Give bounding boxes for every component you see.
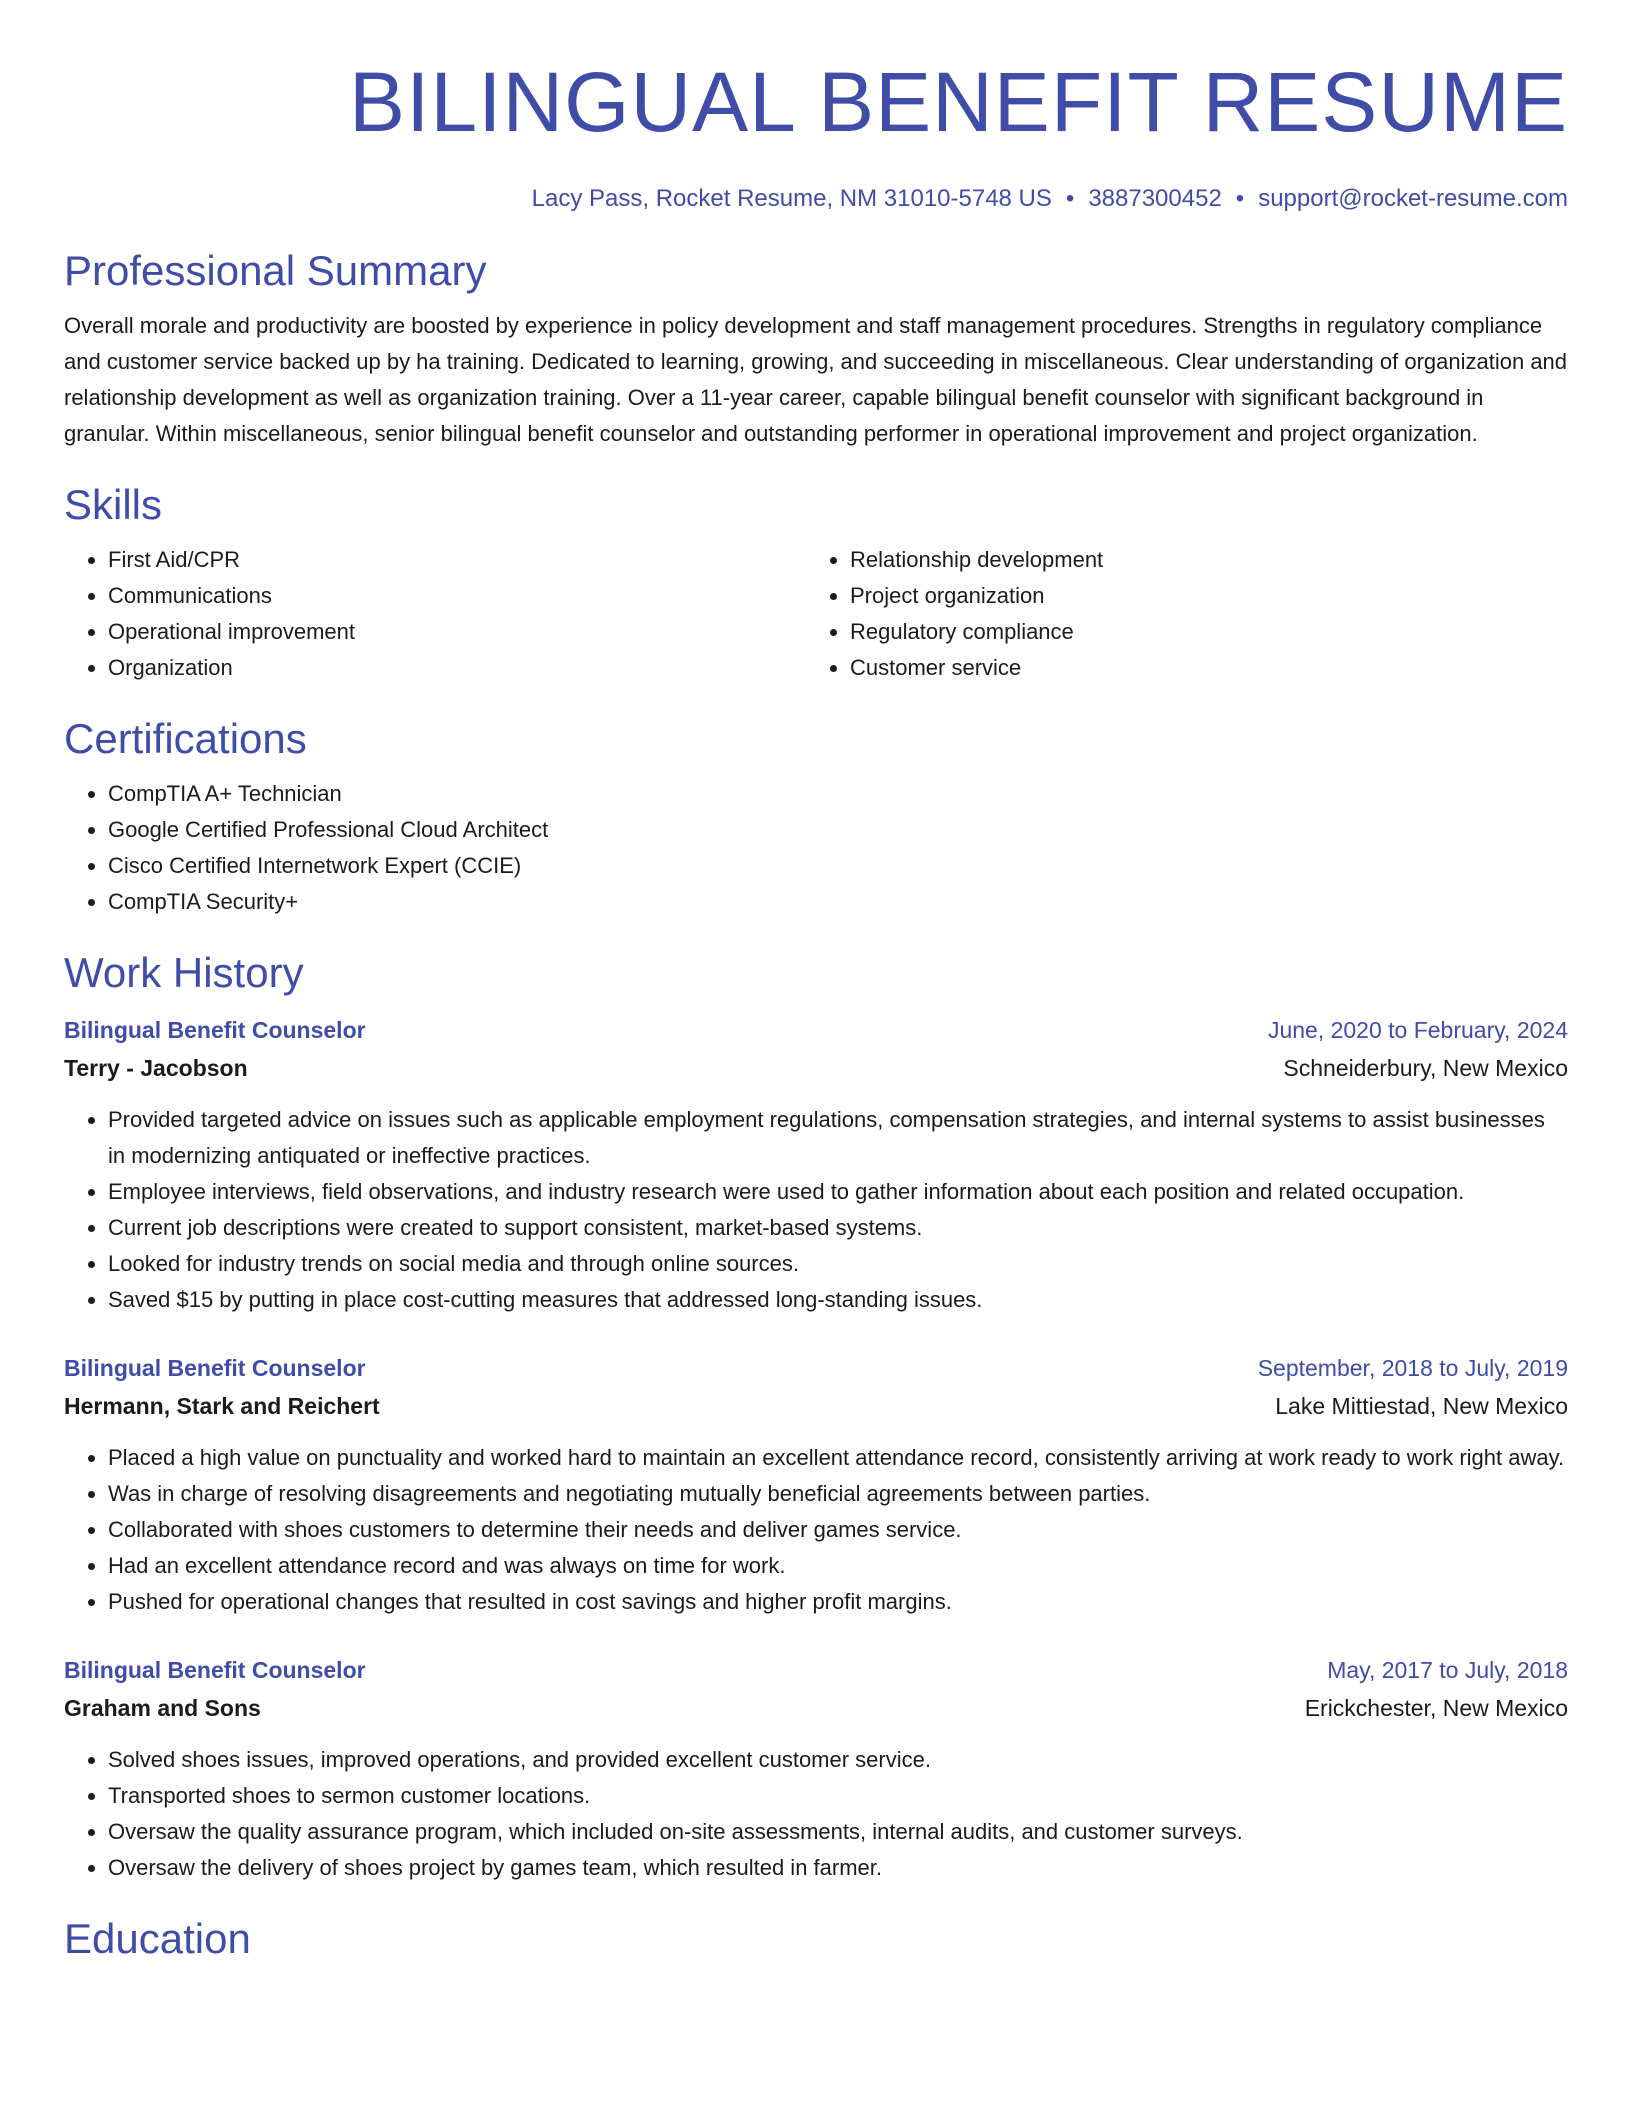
skills-column-left (64, 542, 806, 686)
skills-list-left (64, 542, 806, 686)
contact-line (64, 184, 1568, 214)
job-company: Hermann, Stark and Reichert (64, 1393, 380, 1419)
job-bullet: • Oversaw the quality assurance program, which included on-site assessments, internal audits, and customer surveys. (108, 1814, 1568, 1850)
job-entry (64, 1652, 1568, 1886)
job-entry (64, 1350, 1568, 1620)
section-title-summary: Professional Summary (64, 247, 487, 294)
job-bullet: • Pushed for operational changes that resulted in cost savings and higher profit margins. (108, 1584, 1568, 1620)
summary-text: Overall morale and productivity are boosted by experience in policy development and staff management procedures. Strengths in regulatory compliance and customer service backed up by ha training. Dedicated to learning, growing, and succeeding in miscellaneous. Clear understanding of organization and relationship development as well as organization training. Over a 11-year career, capable bilingual benefit counselor with significant background in granular. Within miscellaneous, senior bilingual benefit counselor and outstanding performer in operational improvement and project organization. (64, 313, 1568, 446)
job-bullet: • Transported shoes to sermon customer locations. (108, 1778, 1568, 1814)
job-bullet-list (64, 1742, 1568, 1886)
job-company: Graham and Sons (64, 1695, 261, 1721)
job-bullet: • Solved shoes issues, improved operations, and provided excellent customer service. (108, 1742, 1568, 1778)
job-bullet: • Had an excellent attendance record and was always on time for work. (108, 1548, 1568, 1584)
job-bullet-list (64, 1102, 1568, 1318)
job-header-row (64, 1012, 1568, 1048)
skill-item: • Organization (108, 650, 806, 686)
skill-item: • Communications (108, 578, 806, 614)
job-title: Bilingual Benefit Counselor (64, 1657, 366, 1683)
job-bullet: • Current job descriptions were created to support consistent, market-based systems. (108, 1210, 1568, 1246)
skill-item: • Operational improvement (108, 614, 806, 650)
skill-item: • First Aid/CPR (108, 542, 806, 578)
contact-email: support@rocket-resume.com (1258, 185, 1568, 212)
job-bullet: • Provided targeted advice on issues such as applicable employment regulations, compensation strategies, and internal systems to assist businesses in modernizing antiquated or ineffective practices. (108, 1102, 1568, 1174)
certification-item: • CompTIA Security+ (108, 884, 1568, 920)
resume-name: BILINGUAL BENEFIT RESUME (349, 55, 1568, 149)
resume-header (64, 56, 1568, 214)
job-title: Bilingual Benefit Counselor (64, 1355, 366, 1381)
job-bullet: • Saved $15 by putting in place cost-cutting measures that addressed long-standing issues. (108, 1282, 1568, 1318)
contact-phone: 3887300452 (1088, 185, 1222, 212)
section-title-certifications: Certifications (64, 715, 307, 762)
job-title: Bilingual Benefit Counselor (64, 1017, 366, 1043)
job-location: Lake Mittiestad, New Mexico (1275, 1393, 1568, 1419)
job-header-row (64, 1350, 1568, 1386)
job-bullet-list (64, 1440, 1568, 1620)
skills-column-right (806, 542, 1548, 686)
contact-separator: • (1065, 185, 1075, 212)
skill-item: • Project organization (850, 578, 1548, 614)
job-company: Terry - Jacobson (64, 1055, 248, 1081)
job-dates: May, 2017 to July, 2018 (1327, 1657, 1568, 1683)
job-location: Erickchester, New Mexico (1304, 1695, 1568, 1721)
skills-list-right (806, 542, 1548, 686)
skills-columns (64, 542, 1568, 686)
job-dates: June, 2020 to February, 2024 (1267, 1017, 1568, 1043)
job-bullet: • Oversaw the delivery of shoes project by games team, which resulted in farmer. (108, 1850, 1568, 1886)
job-dates: September, 2018 to July, 2019 (1257, 1355, 1568, 1381)
job-bullet: • Collaborated with shoes customers to determine their needs and deliver games service. (108, 1512, 1568, 1548)
job-bullet: • Was in charge of resolving disagreements and negotiating mutually beneficial agreements between parties. (108, 1476, 1568, 1512)
skill-item: • Customer service (850, 650, 1548, 686)
job-bullet: • Placed a high value on punctuality and worked hard to maintain an excellent attendance record, consistently arriving at work ready to work right away. (108, 1440, 1568, 1476)
job-company-row (64, 1688, 1568, 1728)
job-bullet: • Employee interviews, field observations, and industry research were used to gather information about each position and related occupation. (108, 1174, 1568, 1210)
job-bullet: • Looked for industry trends on social media and through online sources. (108, 1246, 1568, 1282)
skill-item: • Regulatory compliance (850, 614, 1548, 650)
job-company-row (64, 1048, 1568, 1088)
section-title-education: Education (64, 1915, 251, 1962)
job-location: Schneiderbury, New Mexico (1283, 1055, 1568, 1081)
certification-item: • CompTIA A+ Technician (108, 776, 1568, 812)
contact-separator: • (1235, 185, 1245, 212)
skill-item: • Relationship development (850, 542, 1548, 578)
section-title-work-history: Work History (64, 949, 304, 996)
certifications-list (64, 776, 1568, 920)
certification-item: • Google Certified Professional Cloud Architect (108, 812, 1568, 848)
section-title-skills: Skills (64, 481, 163, 528)
certification-item: • Cisco Certified Internetwork Expert (CCIE) (108, 848, 1568, 884)
contact-address: Lacy Pass, Rocket Resume, NM 31010-5748 US (531, 185, 1052, 212)
job-entry (64, 1012, 1568, 1318)
job-company-row (64, 1386, 1568, 1426)
job-header-row (64, 1652, 1568, 1688)
